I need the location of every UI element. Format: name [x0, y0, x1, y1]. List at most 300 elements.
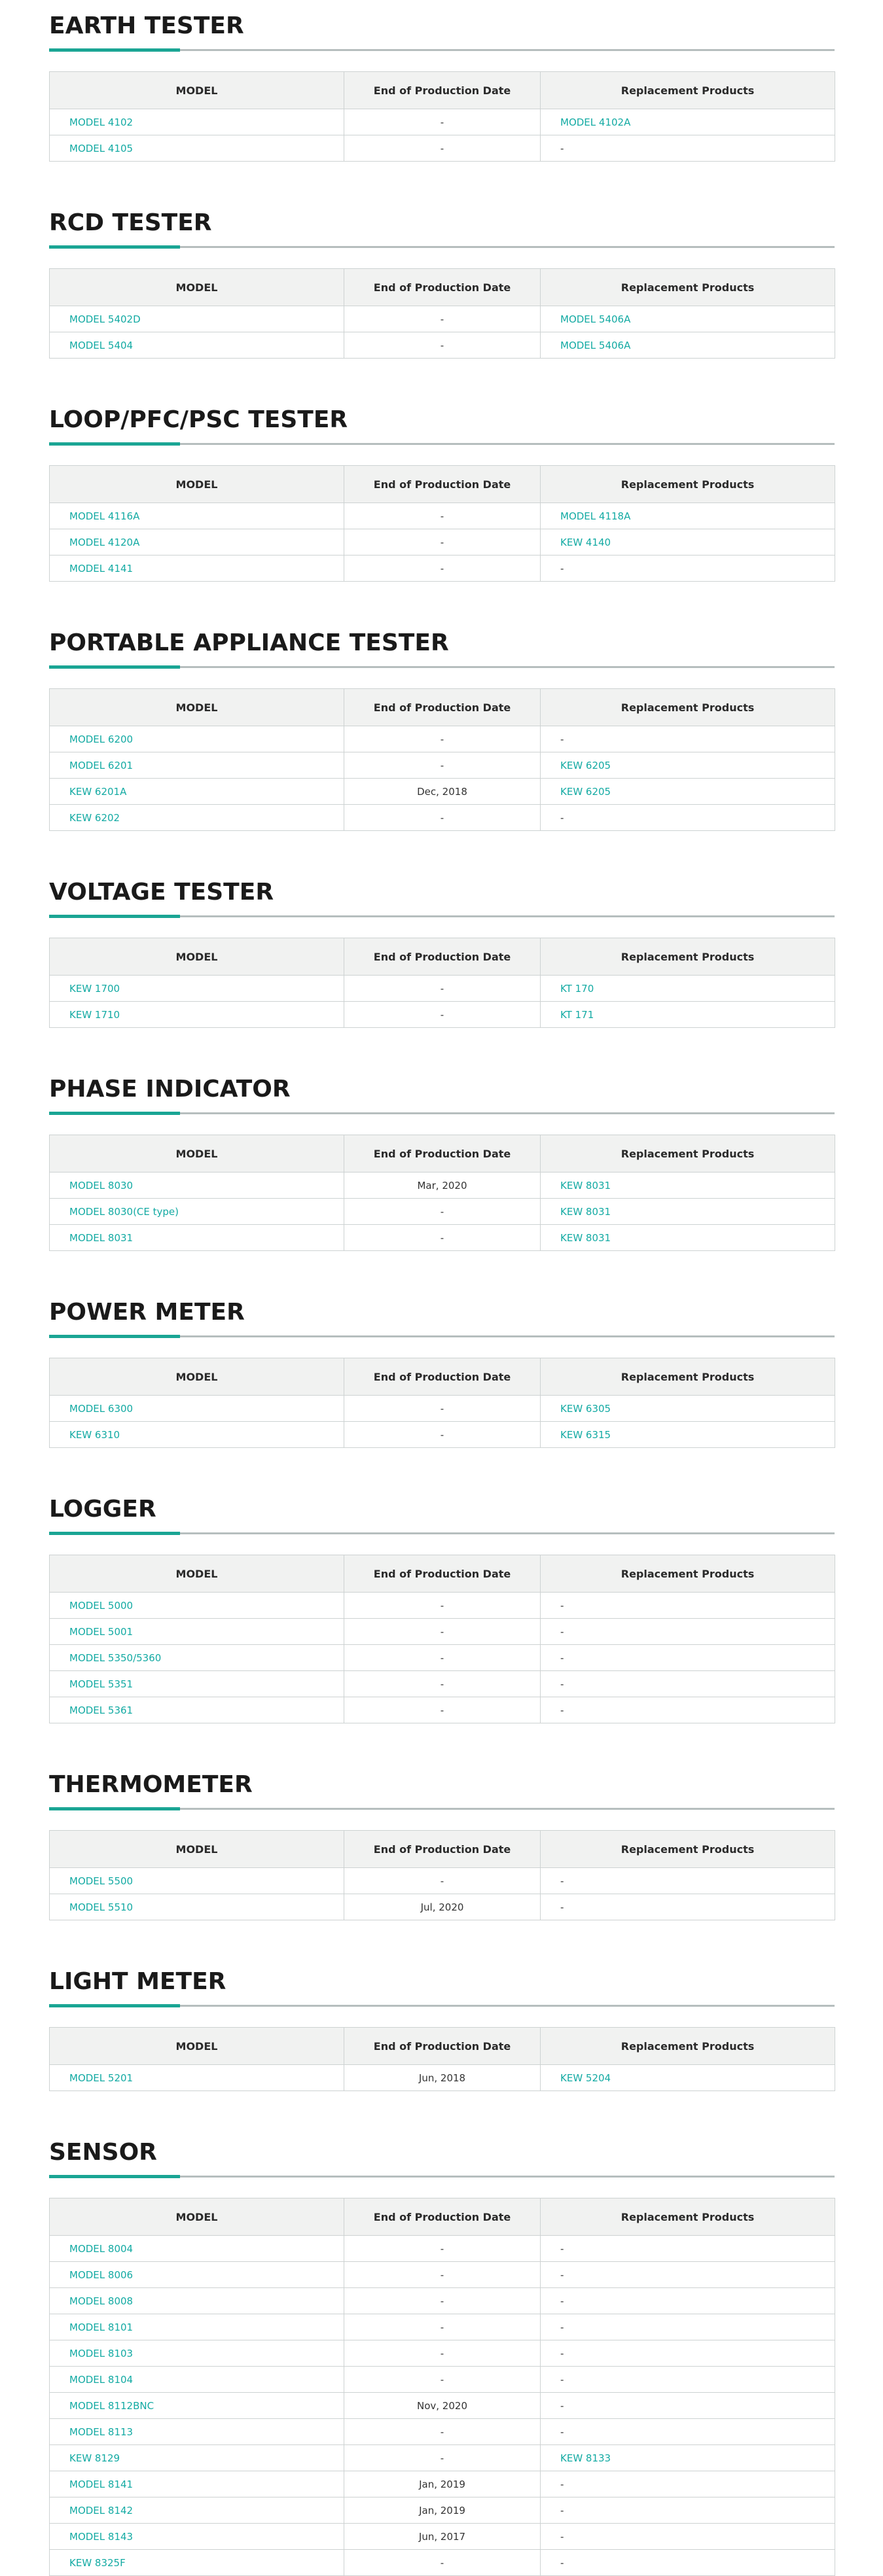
column-header-end-of-production: End of Production Date — [344, 269, 541, 306]
table-body — [50, 306, 835, 359]
table-row — [50, 1868, 835, 1894]
column-header-end-of-production: End of Production Date — [344, 1358, 541, 1396]
end-of-production-cell: - — [344, 503, 541, 529]
table-row — [50, 2314, 835, 2340]
replacement-cell — [541, 2065, 835, 2091]
end-of-production-cell: - — [344, 1619, 541, 1645]
replacement-none: - — [560, 2295, 564, 2307]
end-of-production-cell: - — [344, 1002, 541, 1028]
table-row — [50, 805, 835, 831]
replacement-product-link[interactable]: KEW 8031 — [560, 1205, 611, 1218]
replacement-product-link[interactable]: KEW 5204 — [560, 2072, 611, 2084]
model-cell — [50, 2340, 344, 2367]
replacement-none: - — [560, 1901, 564, 1913]
model-link[interactable]: KEW 6310 — [69, 1428, 120, 1441]
replacement-product-link[interactable]: KEW 6305 — [560, 1402, 611, 1415]
column-header-end-of-production: End of Production Date — [344, 1831, 541, 1868]
replacement-cell — [541, 306, 835, 332]
product-category-section — [49, 1964, 835, 2091]
table-row — [50, 2524, 835, 2550]
product-category-section — [49, 402, 835, 582]
replacement-cell — [541, 2524, 835, 2550]
replacement-none: - — [560, 2504, 564, 2516]
replacement-cell — [541, 135, 835, 162]
end-of-production-cell: - — [344, 752, 541, 779]
model-link[interactable]: MODEL 8103 — [69, 2347, 134, 2359]
section-title: POWER METER — [49, 1299, 245, 1326]
end-of-production-cell: - — [344, 2236, 541, 2262]
replacement-cell — [541, 332, 835, 359]
model-link[interactable]: KEW 8325F — [69, 2556, 126, 2569]
table-row — [50, 2445, 835, 2471]
replacement-cell — [541, 2445, 835, 2471]
column-header-model: MODEL — [50, 689, 344, 726]
table-header-row — [50, 1358, 835, 1396]
discontinued-products-table — [49, 268, 835, 359]
column-header-replacement: Replacement Products — [541, 689, 835, 726]
product-category-section — [49, 625, 835, 831]
table-body — [50, 109, 835, 162]
replacement-cell — [541, 2497, 835, 2524]
discontinued-products-table — [49, 2027, 835, 2091]
replacement-product-link[interactable]: KEW 6205 — [560, 785, 611, 798]
replacement-cell — [541, 556, 835, 582]
replacement-cell — [541, 2550, 835, 2576]
title-underline — [49, 665, 835, 669]
discontinued-products-table — [49, 1358, 835, 1448]
table-row — [50, 1671, 835, 1697]
model-link[interactable]: MODEL 5350/5360 — [69, 1651, 162, 1664]
model-link[interactable]: KEW 6201A — [69, 785, 127, 798]
column-header-model: MODEL — [50, 1358, 344, 1396]
table-row — [50, 2419, 835, 2445]
model-cell — [50, 109, 344, 135]
table-row — [50, 556, 835, 582]
product-category-section — [49, 1071, 835, 1251]
model-link[interactable]: MODEL 5201 — [69, 2072, 134, 2084]
replacement-none: - — [560, 1651, 564, 1664]
end-of-production-cell: Jun, 2017 — [344, 2524, 541, 2550]
table-header-row — [50, 269, 835, 306]
model-cell — [50, 805, 344, 831]
table-row — [50, 1396, 835, 1422]
model-link[interactable]: MODEL 5510 — [69, 1901, 134, 1913]
replacement-cell — [541, 976, 835, 1002]
end-of-production-cell: - — [344, 1868, 541, 1894]
replacement-cell — [541, 1422, 835, 1448]
table-body — [50, 1868, 835, 1920]
model-link[interactable]: MODEL 5351 — [69, 1678, 134, 1690]
model-cell — [50, 1697, 344, 1723]
title-underline — [49, 1335, 835, 1338]
model-cell — [50, 1868, 344, 1894]
column-header-end-of-production: End of Production Date — [344, 1135, 541, 1173]
end-of-production-cell: - — [344, 1645, 541, 1671]
model-cell — [50, 1199, 344, 1225]
model-cell — [50, 306, 344, 332]
model-cell — [50, 1422, 344, 1448]
replacement-product-link[interactable]: KEW 6315 — [560, 1428, 611, 1441]
title-underline — [49, 1532, 835, 1535]
model-cell — [50, 726, 344, 752]
replacement-none: - — [560, 1625, 564, 1638]
section-title: LOGGER — [49, 1496, 156, 1523]
title-underline-accent — [49, 245, 180, 249]
replacement-cell — [541, 1671, 835, 1697]
replacement-product-link[interactable]: MODEL 5406A — [560, 313, 631, 325]
end-of-production-cell: Jun, 2018 — [344, 2065, 541, 2091]
model-link[interactable]: MODEL 5001 — [69, 1625, 134, 1638]
end-of-production-cell: - — [344, 2550, 541, 2576]
replacement-none: - — [560, 1704, 564, 1716]
replacement-product-link[interactable]: KEW 8031 — [560, 1231, 611, 1244]
table-header-row — [50, 689, 835, 726]
replacement-none: - — [560, 2321, 564, 2333]
table-row — [50, 2393, 835, 2419]
title-underline-accent — [49, 442, 180, 446]
replacement-cell — [541, 529, 835, 556]
end-of-production-cell: - — [344, 135, 541, 162]
discontinued-products-table — [49, 1830, 835, 1920]
table-row — [50, 1697, 835, 1723]
model-link[interactable]: MODEL 8142 — [69, 2504, 134, 2516]
table-row — [50, 2497, 835, 2524]
end-of-production-cell: - — [344, 2445, 541, 2471]
model-cell — [50, 529, 344, 556]
replacement-cell — [541, 1645, 835, 1671]
end-of-production-cell: - — [344, 306, 541, 332]
model-link[interactable]: MODEL 8104 — [69, 2373, 134, 2386]
model-link[interactable]: MODEL 8030 — [69, 1179, 134, 1191]
end-of-production-cell: - — [344, 109, 541, 135]
title-underline-accent — [49, 1112, 180, 1115]
title-underline — [49, 1807, 835, 1810]
replacement-cell — [541, 2262, 835, 2288]
product-category-section — [49, 1491, 835, 1723]
column-header-end-of-production: End of Production Date — [344, 689, 541, 726]
title-underline — [49, 915, 835, 918]
model-link[interactable]: MODEL 5402D — [69, 313, 141, 325]
model-link[interactable]: MODEL 5361 — [69, 1704, 134, 1716]
section-title: PORTABLE APPLIANCE TESTER — [49, 629, 449, 656]
table-header-row — [50, 1831, 835, 1868]
table-row — [50, 1422, 835, 1448]
column-header-replacement: Replacement Products — [541, 938, 835, 976]
replacement-product-link[interactable]: KT 171 — [560, 1008, 594, 1021]
replacement-product-link[interactable]: KEW 4140 — [560, 536, 611, 548]
model-cell — [50, 2419, 344, 2445]
replacement-cell — [541, 2340, 835, 2367]
end-of-production-cell: - — [344, 556, 541, 582]
replacement-none: - — [560, 562, 564, 574]
model-link[interactable]: MODEL 4116A — [69, 510, 140, 522]
model-cell — [50, 2288, 344, 2314]
discontinued-products-table — [49, 2198, 835, 2576]
table-row — [50, 109, 835, 135]
replacement-cell — [541, 752, 835, 779]
replacement-cell — [541, 2419, 835, 2445]
model-cell — [50, 1645, 344, 1671]
replacement-none: - — [560, 2268, 564, 2281]
column-header-replacement: Replacement Products — [541, 1135, 835, 1173]
end-of-production-cell: - — [344, 529, 541, 556]
table-body — [50, 503, 835, 582]
replacement-none: - — [560, 811, 564, 824]
table-header-row — [50, 72, 835, 109]
replacement-cell — [541, 726, 835, 752]
replacement-none: - — [560, 2399, 564, 2412]
section-title: VOLTAGE TESTER — [49, 879, 274, 906]
replacement-cell — [541, 2314, 835, 2340]
replacement-none: - — [560, 2478, 564, 2490]
model-link[interactable]: MODEL 4102 — [69, 116, 134, 128]
table-row — [50, 1199, 835, 1225]
table-row — [50, 2262, 835, 2288]
replacement-none: - — [560, 1599, 564, 1612]
model-cell — [50, 1002, 344, 1028]
column-header-replacement: Replacement Products — [541, 466, 835, 503]
replacement-none: - — [560, 1678, 564, 1690]
section-title: LOOP/PFC/PSC TESTER — [49, 406, 348, 433]
end-of-production-cell: - — [344, 332, 541, 359]
model-cell — [50, 1593, 344, 1619]
table-header-row — [50, 2028, 835, 2065]
model-link[interactable]: MODEL 5500 — [69, 1875, 134, 1887]
discontinued-products-table — [49, 1555, 835, 1723]
replacement-cell — [541, 109, 835, 135]
model-cell — [50, 2524, 344, 2550]
section-title: PHASE INDICATOR — [49, 1076, 291, 1103]
replacement-cell — [541, 1199, 835, 1225]
column-header-model: MODEL — [50, 938, 344, 976]
model-link[interactable]: MODEL 8006 — [69, 2268, 134, 2281]
column-header-end-of-production: End of Production Date — [344, 72, 541, 109]
model-cell — [50, 1173, 344, 1199]
model-link[interactable]: MODEL 5404 — [69, 339, 134, 351]
column-header-end-of-production: End of Production Date — [344, 2198, 541, 2236]
table-row — [50, 1619, 835, 1645]
table-row — [50, 306, 835, 332]
replacement-cell — [541, 1894, 835, 1920]
end-of-production-cell: - — [344, 2340, 541, 2367]
column-header-model: MODEL — [50, 2028, 344, 2065]
table-header-row — [50, 466, 835, 503]
product-category-section — [49, 1767, 835, 1920]
title-underline — [49, 2004, 835, 2007]
model-link[interactable]: MODEL 6300 — [69, 1402, 134, 1415]
replacement-none: - — [560, 142, 564, 154]
product-category-section — [49, 874, 835, 1028]
model-link[interactable]: KEW 8129 — [69, 2452, 120, 2464]
table-row — [50, 1173, 835, 1199]
replacement-cell — [541, 1396, 835, 1422]
replacement-product-link[interactable]: MODEL 5406A — [560, 339, 631, 351]
column-header-end-of-production: End of Production Date — [344, 2028, 541, 2065]
section-title: LIGHT METER — [49, 1968, 226, 1995]
table-body — [50, 976, 835, 1028]
model-link[interactable]: MODEL 8141 — [69, 2478, 134, 2490]
column-header-end-of-production: End of Production Date — [344, 1555, 541, 1593]
end-of-production-cell: Mar, 2020 — [344, 1173, 541, 1199]
model-link[interactable]: KEW 1700 — [69, 982, 120, 995]
section-title: RCD TESTER — [49, 209, 212, 236]
replacement-product-link[interactable]: MODEL 4118A — [560, 510, 631, 522]
title-underline-accent — [49, 48, 180, 52]
section-title: THERMOMETER — [49, 1771, 253, 1798]
discontinued-products-table — [49, 465, 835, 582]
model-link[interactable]: MODEL 4105 — [69, 142, 134, 154]
product-category-section — [49, 8, 835, 162]
replacement-cell — [541, 2367, 835, 2393]
title-underline — [49, 48, 835, 52]
end-of-production-cell: - — [344, 2288, 541, 2314]
table-row — [50, 726, 835, 752]
end-of-production-cell: - — [344, 1593, 541, 1619]
replacement-product-link[interactable]: KT 170 — [560, 982, 594, 995]
replacement-none: - — [560, 733, 564, 745]
model-cell — [50, 332, 344, 359]
model-cell — [50, 2550, 344, 2576]
table-row — [50, 529, 835, 556]
model-link[interactable]: MODEL 4120A — [69, 536, 140, 548]
section-title: SENSOR — [49, 2139, 157, 2166]
replacement-cell — [541, 779, 835, 805]
end-of-production-cell: - — [344, 2419, 541, 2445]
end-of-production-cell: - — [344, 2314, 541, 2340]
replacement-cell — [541, 1697, 835, 1723]
replacement-none: - — [560, 2347, 564, 2359]
end-of-production-cell: - — [344, 1671, 541, 1697]
end-of-production-cell: - — [344, 1697, 541, 1723]
end-of-production-cell: - — [344, 1225, 541, 1251]
model-cell — [50, 2393, 344, 2419]
replacement-product-link[interactable]: KEW 6205 — [560, 759, 611, 771]
model-link[interactable]: MODEL 8031 — [69, 1231, 134, 1244]
table-row — [50, 503, 835, 529]
replacement-cell — [541, 2236, 835, 2262]
replacement-cell — [541, 1868, 835, 1894]
end-of-production-cell: - — [344, 1199, 541, 1225]
table-header-row — [50, 938, 835, 976]
column-header-replacement: Replacement Products — [541, 72, 835, 109]
column-header-end-of-production: End of Production Date — [344, 466, 541, 503]
model-link[interactable]: MODEL 8113 — [69, 2426, 134, 2438]
model-link[interactable]: KEW 6202 — [69, 811, 120, 824]
end-of-production-cell: - — [344, 805, 541, 831]
end-of-production-cell: Jan, 2019 — [344, 2497, 541, 2524]
title-underline — [49, 442, 835, 446]
replacement-cell — [541, 1619, 835, 1645]
table-body — [50, 1173, 835, 1251]
model-link[interactable]: MODEL 5000 — [69, 1599, 134, 1612]
table-row — [50, 779, 835, 805]
replacement-cell — [541, 2288, 835, 2314]
replacement-cell — [541, 1225, 835, 1251]
table-row — [50, 2065, 835, 2091]
replacement-product-link[interactable]: KEW 8133 — [560, 2452, 611, 2464]
table-row — [50, 1225, 835, 1251]
model-cell — [50, 976, 344, 1002]
model-cell — [50, 779, 344, 805]
model-cell — [50, 2471, 344, 2497]
end-of-production-cell: - — [344, 726, 541, 752]
model-cell — [50, 752, 344, 779]
product-category-section — [49, 1294, 835, 1448]
end-of-production-cell: - — [344, 1422, 541, 1448]
model-link[interactable]: MODEL 8030(CE type) — [69, 1205, 179, 1218]
replacement-none: - — [560, 2530, 564, 2543]
replacement-none: - — [560, 2373, 564, 2386]
model-link[interactable]: MODEL 4141 — [69, 562, 134, 574]
model-link[interactable]: MODEL 8101 — [69, 2321, 134, 2333]
model-link[interactable]: MODEL 8004 — [69, 2242, 134, 2255]
model-cell — [50, 2236, 344, 2262]
replacement-cell — [541, 503, 835, 529]
end-of-production-cell: - — [344, 1396, 541, 1422]
column-header-replacement: Replacement Products — [541, 2028, 835, 2065]
table-row — [50, 752, 835, 779]
table-body — [50, 1396, 835, 1448]
replacement-cell — [541, 1173, 835, 1199]
model-cell — [50, 2065, 344, 2091]
model-cell — [50, 1619, 344, 1645]
model-cell — [50, 2367, 344, 2393]
replacement-none: - — [560, 2242, 564, 2255]
column-header-replacement: Replacement Products — [541, 269, 835, 306]
table-row — [50, 332, 835, 359]
table-header-row — [50, 2198, 835, 2236]
model-link[interactable]: MODEL 8008 — [69, 2295, 134, 2307]
product-category-section — [49, 205, 835, 359]
replacement-cell — [541, 2393, 835, 2419]
column-header-end-of-production: End of Production Date — [344, 938, 541, 976]
discontinued-products-table — [49, 1135, 835, 1251]
replacement-product-link[interactable]: MODEL 4102A — [560, 116, 631, 128]
model-link[interactable]: MODEL 8143 — [69, 2530, 134, 2543]
table-row — [50, 135, 835, 162]
model-cell — [50, 2445, 344, 2471]
model-cell — [50, 2262, 344, 2288]
column-header-replacement: Replacement Products — [541, 1358, 835, 1396]
table-row — [50, 2471, 835, 2497]
replacement-cell — [541, 1593, 835, 1619]
table-row — [50, 1645, 835, 1671]
table-header-row — [50, 1135, 835, 1173]
column-header-model: MODEL — [50, 466, 344, 503]
table-row — [50, 1894, 835, 1920]
model-cell — [50, 1894, 344, 1920]
model-link[interactable]: MODEL 8112BNC — [69, 2399, 154, 2412]
title-underline-accent — [49, 1335, 180, 1338]
end-of-production-cell: - — [344, 976, 541, 1002]
table-header-row — [50, 1555, 835, 1593]
model-link[interactable]: MODEL 6201 — [69, 759, 134, 771]
replacement-cell — [541, 805, 835, 831]
model-link[interactable]: MODEL 6200 — [69, 733, 134, 745]
model-cell — [50, 556, 344, 582]
column-header-model: MODEL — [50, 1831, 344, 1868]
model-link[interactable]: KEW 1710 — [69, 1008, 120, 1021]
end-of-production-cell: Dec, 2018 — [344, 779, 541, 805]
column-header-replacement: Replacement Products — [541, 1831, 835, 1868]
replacement-none: - — [560, 2426, 564, 2438]
model-cell — [50, 135, 344, 162]
column-header-model: MODEL — [50, 1555, 344, 1593]
title-underline-accent — [49, 1807, 180, 1810]
replacement-product-link[interactable]: KEW 8031 — [560, 1179, 611, 1191]
title-underline — [49, 245, 835, 249]
table-body — [50, 2236, 835, 2576]
